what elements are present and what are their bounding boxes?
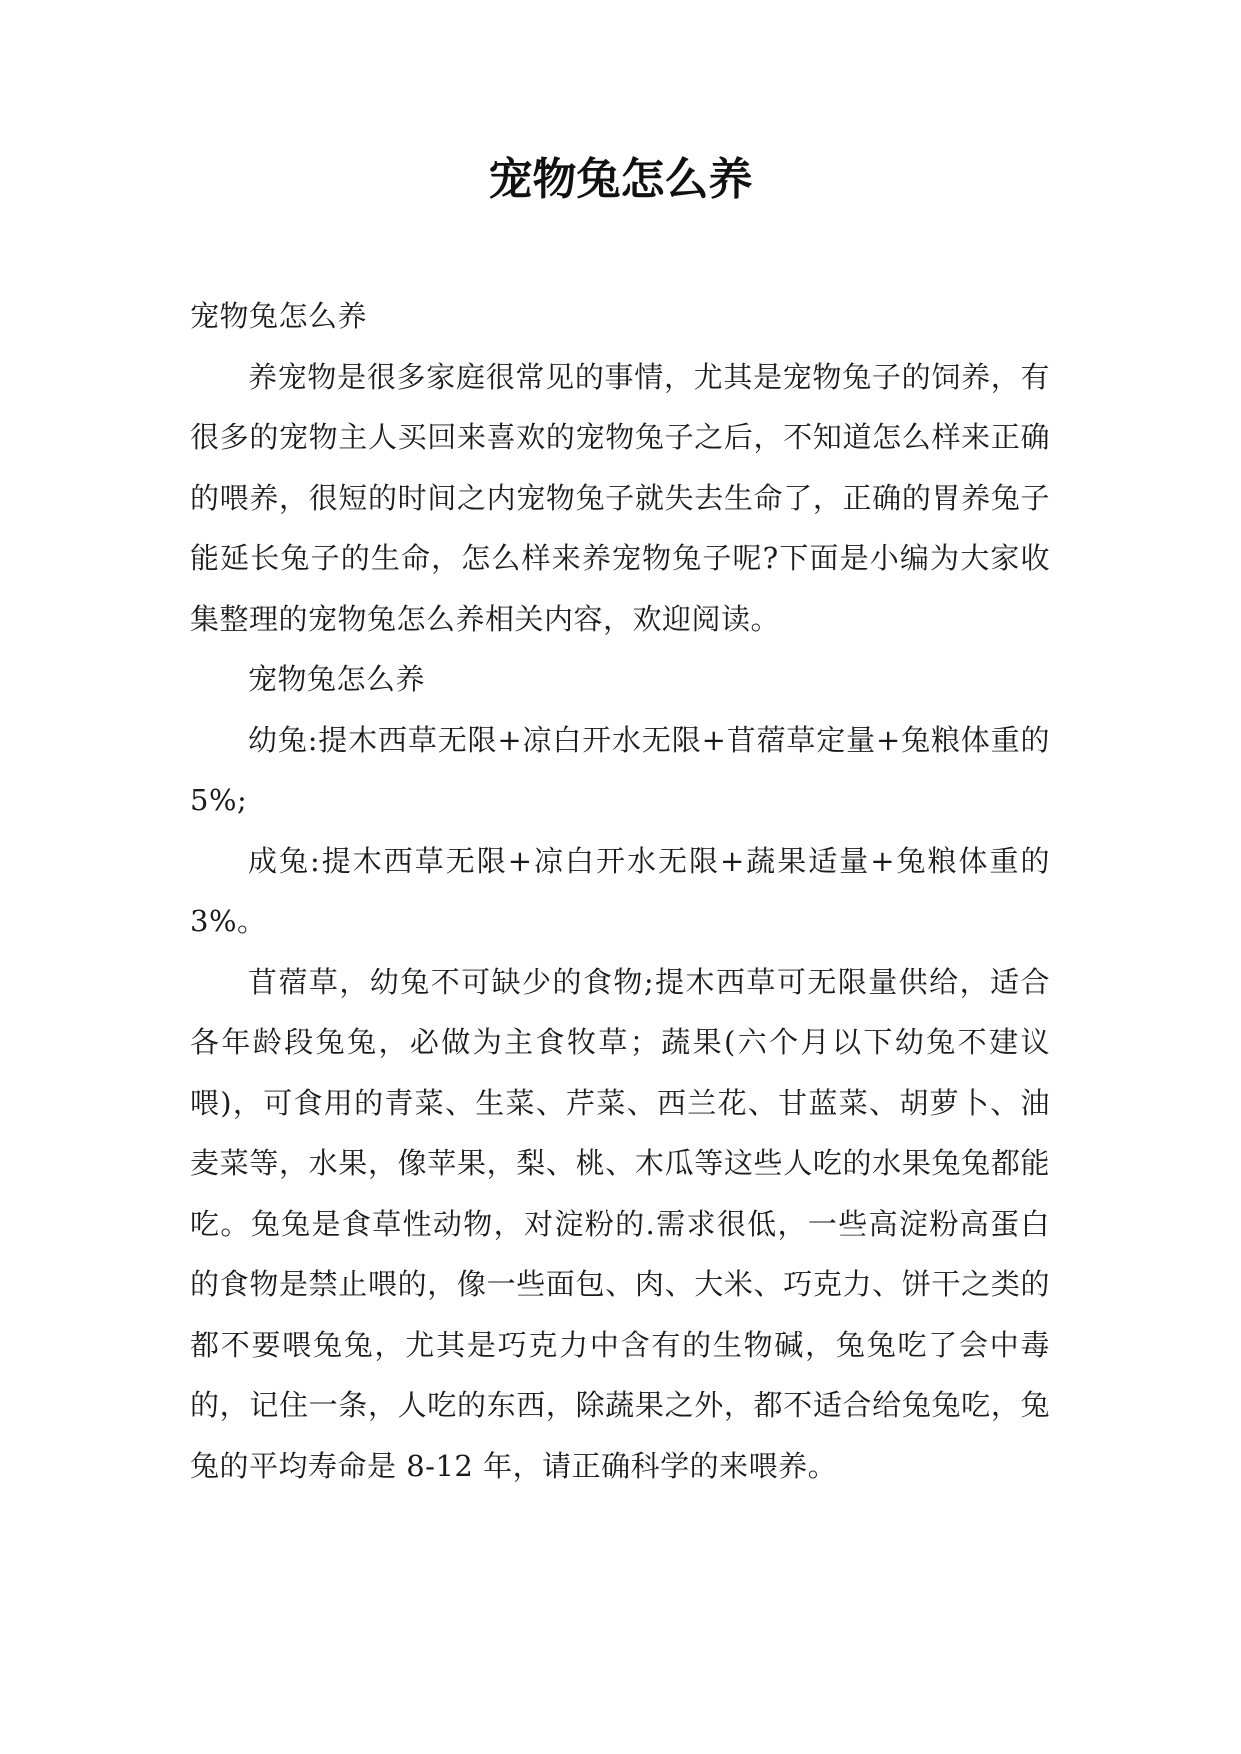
document-body [190, 286, 1050, 1496]
document-title: 宠物兔怎么养 [488, 154, 753, 205]
young-rabbit-diet-paragraph: 幼兔:提木西草无限+凉白开水无限+苜蓿草定量+兔粮体重的 5%; [190, 722, 1050, 817]
intro-paragraph: 养宠物是很多家庭很常见的事情，尤其是宠物兔子的饲养，有很多的宠物主人买回来喜欢的宠物兔子之后，不知道怎么样来正确的喂养，很短的时间之内宠物兔子就失去生命了，正确的胃养兔子能延长兔子的生命，怎么样来养宠物兔子呢?下面是小编为大家收集整理的宠物兔怎么养相关内容，欢迎阅读。 [190, 359, 1050, 636]
feeding-details-paragraph: 苜蓿草，幼兔不可缺少的食物;提木西草可无限量供给，适合各年龄段兔兔，必做为主食牧草；蔬果(六个月以下幼兔不建议喂)，可食用的青菜、生菜、芹菜、西兰花、甘蓝菜、胡萝卜、油麦菜等，水果，像苹果，梨、桃、木瓜等这些人吃的水果兔兔都能吃。兔兔是食草性动物，对淀粉的.需求很低，一些高淀粉高蛋白的食物是禁止喂的，像一些面包、肉、大米、巧克力、饼干之类的都不要喂兔兔，尤其是巧克力中含有的生物碱，兔兔吃了会中毒的，记住一条，人吃的东西，除蔬果之外，都不适合给兔兔吃，兔兔的平均寿命是 8-12 年，请正确科学的来喂养。 [190, 964, 1050, 1483]
subheading-paragraph: 宠物兔怎么养 [248, 662, 426, 696]
adult-rabbit-diet-paragraph: 成兔:提木西草无限+凉白开水无限+蔬果适量+兔粮体重的 3%。 [190, 843, 1050, 938]
section-heading: 宠物兔怎么养 [190, 299, 368, 333]
